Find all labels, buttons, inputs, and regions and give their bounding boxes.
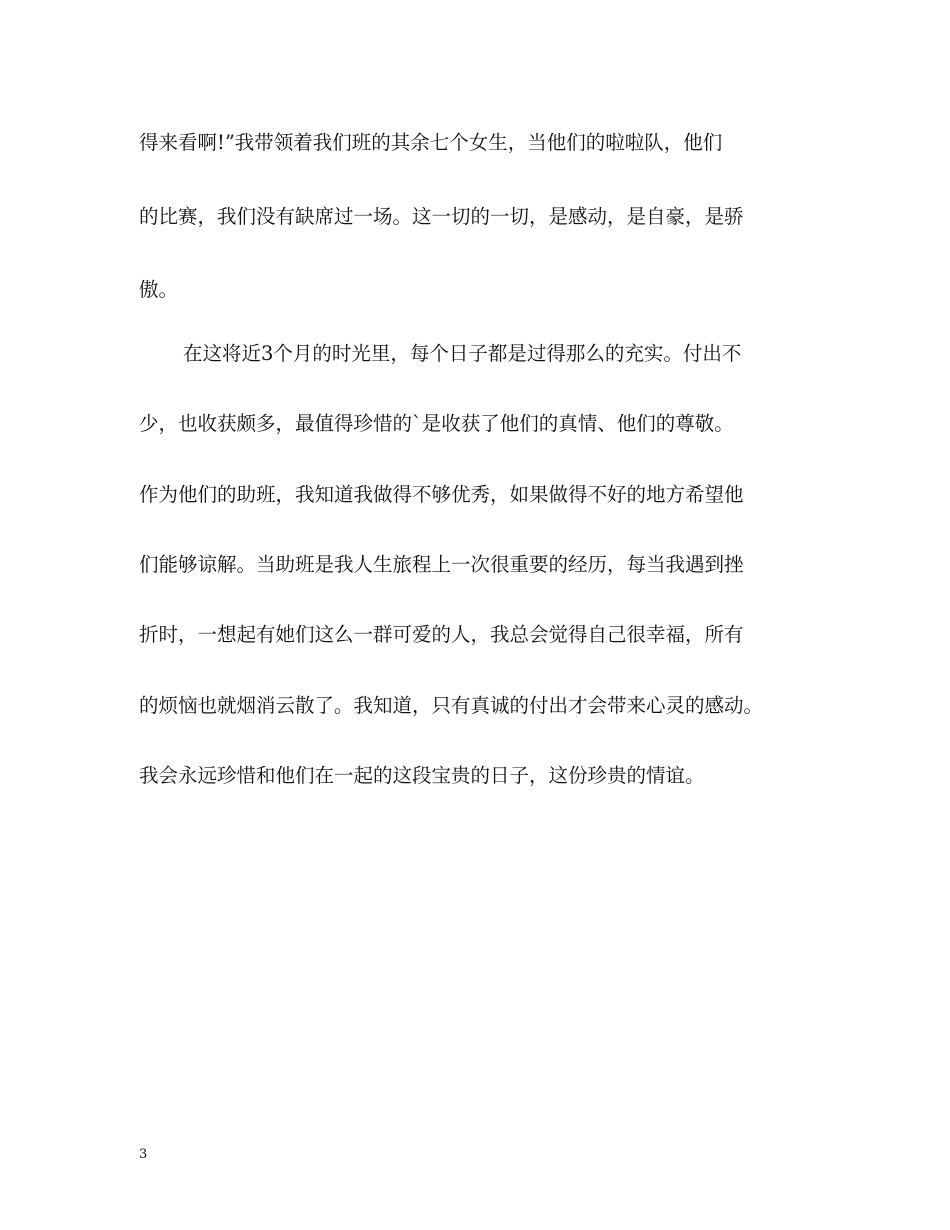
text-line-2: 的比赛，我们没有缺席过一场。这一切的一切，是感动，是自豪，是骄 — [139, 205, 744, 228]
text-line-4: 在这将近3个月的时光里，每个日子都是过得那么的充实。付出不 — [183, 342, 742, 365]
text-line-8: 折时，一想起有她们这么一群可爱的人，我总会觉得自己很幸福，所有 — [139, 623, 744, 646]
text-line-1: 得来看啊!”我带领着我们班的其余七个女生，当他们的啦啦队，他们 — [139, 131, 723, 154]
text-line-10: 我会永远珍惜和他们在一起的这段宝贵的日子，这份珍贵的情谊。 — [139, 764, 705, 787]
text-line-3: 傲。 — [139, 278, 179, 301]
text-line-5: 少，也收获颇多，最值得珍惜的`是收获了他们的真情、他们的尊敬。 — [139, 412, 734, 435]
text-line-7: 们能够谅解。当助班是我人生旅程上一次很重要的经历，每当我遇到挫 — [139, 553, 744, 576]
text-line-9: 的烦恼也就烟消云散了。我知道，只有真诚的付出才会带来心灵的感动。 — [139, 694, 764, 717]
page-number: 3 — [139, 1147, 148, 1162]
text-line-6: 作为他们的助班，我知道我做得不够优秀，如果做得不好的地方希望他 — [139, 483, 744, 506]
